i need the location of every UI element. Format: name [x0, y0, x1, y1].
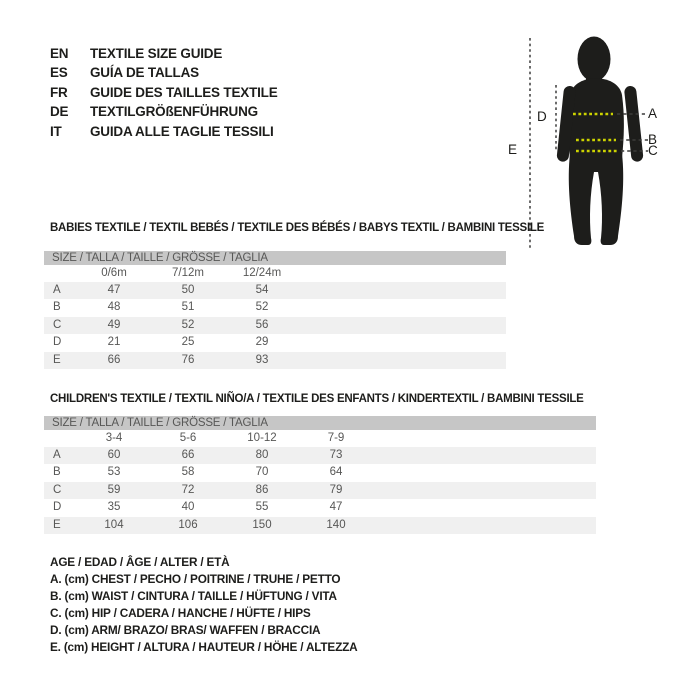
cell-value: 60: [107, 449, 121, 461]
cell-value: 70: [255, 466, 269, 479]
row-label: A: [53, 284, 61, 296]
column-header: 12/24m: [242, 267, 282, 279]
cell-value: 66: [107, 353, 121, 366]
language-row: [50, 122, 278, 141]
column-header: 7-9: [327, 432, 345, 444]
row-label: E: [53, 518, 61, 531]
cell-value: 80: [255, 449, 269, 461]
table-row: [44, 352, 506, 369]
cell-value: 76: [181, 353, 195, 366]
row-label: C: [53, 318, 62, 331]
cell-value: 50: [181, 284, 195, 296]
row-label: D: [53, 501, 62, 514]
row-label: A: [53, 449, 61, 461]
cell-value: 40: [181, 501, 195, 514]
figure-label-a: A: [648, 106, 657, 121]
cell-value: 49: [107, 318, 121, 331]
table-row: [44, 464, 596, 481]
cell-value: 79: [329, 483, 343, 496]
legend-line-hip: C. (cm) HIP / CADERA / HANCHE / HÜFTE / HIPS: [50, 606, 311, 620]
babies-section-title: BABIES TEXTILE / TEXTIL BEBÉS / TEXTILE DES BÉBÉS / BABYS TEXTIL / BAMBINI TESSILE: [50, 222, 545, 234]
language-row: [50, 44, 278, 63]
table-row: [44, 334, 506, 351]
children-section-title: CHILDREN'S TEXTILE / TEXTIL NIÑO/A / TEXTILE DES ENFANTS / KINDERTEXTIL / BAMBINI TESSILE: [50, 393, 584, 405]
table-row: [44, 299, 506, 316]
legend-line-age: AGE / EDAD / ÂGE / ALTER / ETÀ: [50, 555, 230, 569]
table-row: [44, 317, 506, 334]
language-title-list: [50, 44, 278, 141]
language-title: GUIDA ALLE TAGLIE TESSILI: [90, 123, 274, 139]
cell-value: 53: [107, 466, 121, 479]
cell-value: 21: [107, 336, 121, 349]
cell-value: 140: [326, 518, 346, 531]
cell-value: 55: [255, 501, 269, 514]
table-row: [44, 282, 506, 299]
column-header: 7/12m: [172, 267, 204, 279]
row-label: C: [53, 483, 62, 496]
table-row: [44, 517, 596, 534]
babies-column-header-row: [44, 265, 506, 282]
children-size-header-bar: SIZE / TALLA / TAILLE / GRÖSSE / TAGLIA: [44, 416, 596, 430]
babies-size-header-bar: SIZE / TALLA / TAILLE / GRÖSSE / TAGLIA: [44, 251, 506, 265]
column-header: 10-12: [247, 432, 277, 444]
column-header: 5-6: [179, 432, 197, 444]
figure-label-b: B: [648, 132, 657, 147]
language-row: [50, 63, 278, 82]
language-row: [50, 102, 278, 121]
children-column-header-row: [44, 430, 596, 447]
cell-value: 35: [107, 501, 121, 514]
cell-value: 86: [255, 483, 269, 496]
cell-value: 73: [329, 449, 343, 461]
table-row: [44, 499, 596, 516]
column-header: 0/6m: [101, 267, 127, 279]
language-title: TEXTILE SIZE GUIDE: [90, 46, 223, 61]
cell-value: 47: [107, 284, 121, 296]
column-header: 3-4: [105, 432, 123, 444]
language-code: FR: [50, 84, 68, 100]
legend-line-waist: B. (cm) WAIST / CINTURA / TAILLE / HÜFTUNG / VITA: [50, 589, 337, 603]
column-header-spacer: [44, 265, 77, 282]
language-row: [50, 83, 278, 102]
table-row: [44, 447, 596, 464]
cell-value: 59: [107, 483, 121, 496]
figure-label-d: D: [537, 109, 547, 124]
cell-value: 58: [181, 466, 195, 479]
cell-value: 48: [107, 301, 121, 314]
cell-value: 47: [329, 501, 343, 514]
figure-label-e: E: [508, 142, 517, 157]
cell-value: 29: [255, 336, 269, 349]
language-code: IT: [50, 123, 62, 139]
language-title: GUIDE DES TAILLES TEXTILE: [90, 84, 278, 100]
cell-value: 52: [181, 318, 195, 331]
language-code: ES: [50, 65, 68, 81]
table-row: [44, 482, 596, 499]
babies-size-table: [44, 251, 506, 369]
row-label: B: [53, 466, 61, 479]
language-title: GUÍA DE TALLAS: [90, 65, 199, 81]
row-label: B: [53, 301, 61, 314]
legend-line-arm: D. (cm) ARM/ BRAZO/ BRAS/ WAFFEN / BRACCIA: [50, 623, 321, 637]
cell-value: 106: [178, 518, 198, 531]
cell-value: 150: [252, 518, 272, 531]
legend-line-chest: A. (cm) CHEST / PECHO / POITRINE / TRUHE / PETTO: [50, 572, 341, 586]
figure-label-c: C: [648, 143, 658, 158]
column-header-spacer: [44, 430, 77, 447]
cell-value: 72: [181, 483, 195, 496]
cell-value: 51: [181, 301, 195, 314]
language-title: TEXTILGRÖßENFÜHRUNG: [90, 104, 258, 120]
cell-value: 93: [255, 353, 269, 366]
cell-value: 54: [255, 284, 269, 296]
language-code: EN: [50, 46, 69, 61]
cell-value: 25: [181, 336, 195, 349]
cell-value: 66: [181, 449, 195, 461]
cell-value: 52: [255, 301, 269, 314]
children-size-table: [44, 416, 596, 534]
row-label: E: [53, 353, 61, 366]
cell-value: 64: [329, 466, 343, 479]
legend-line-height: E. (cm) HEIGHT / ALTURA / HAUTEUR / HÖHE / ALTEZZA: [50, 640, 358, 654]
cell-value: 56: [255, 318, 269, 331]
language-code: DE: [50, 104, 69, 120]
measurement-legend: [50, 554, 357, 656]
row-label: D: [53, 336, 62, 349]
cell-value: 104: [104, 518, 124, 531]
